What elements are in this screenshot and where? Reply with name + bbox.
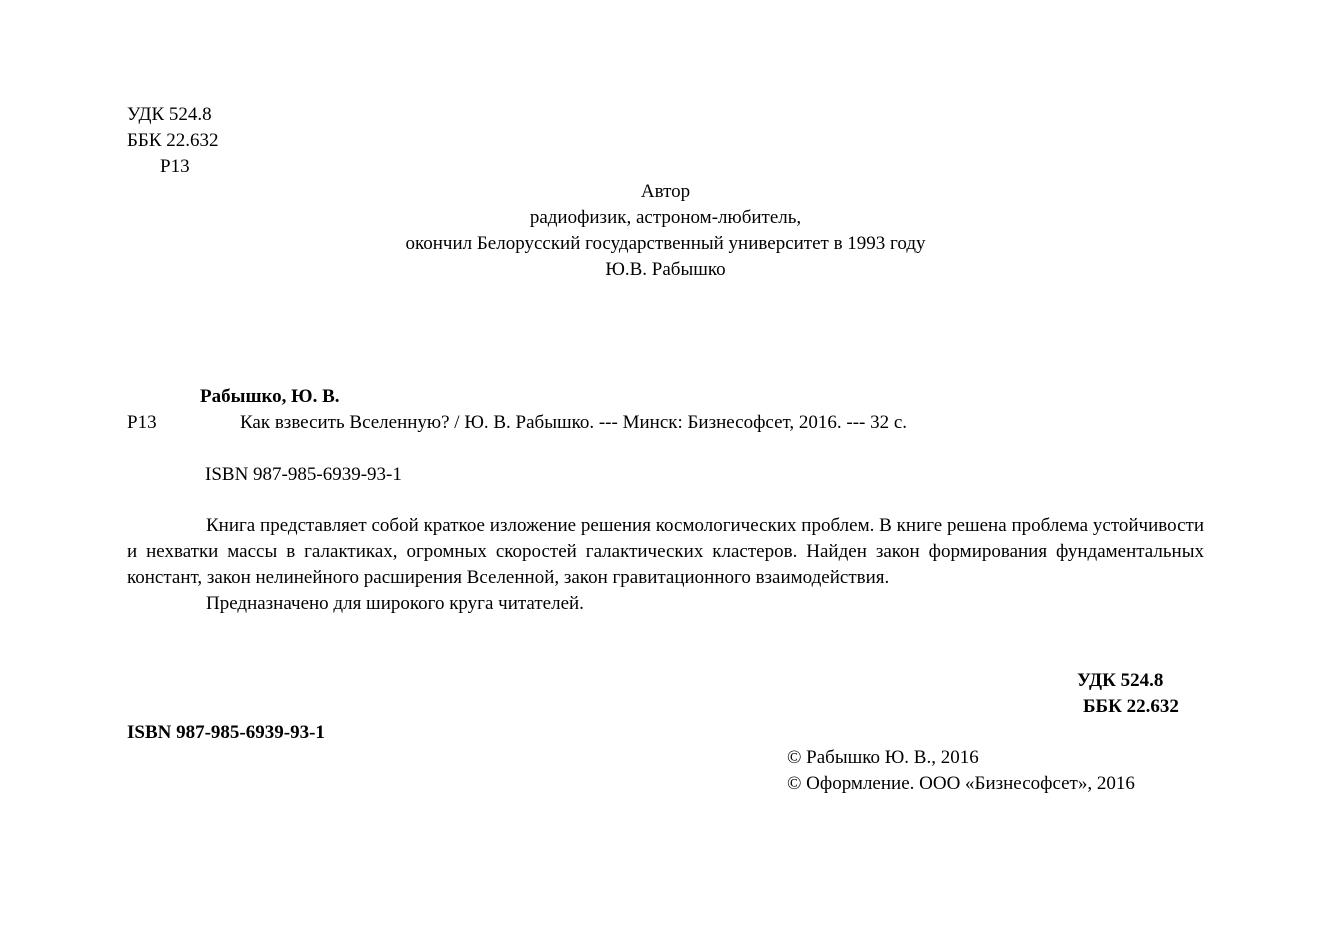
bibliography-isbn: ISBN 987-985-6939-93-1	[205, 464, 402, 485]
audience-note: Предназначено для широкого круга читателей.	[206, 593, 584, 614]
author-profession: радиофизик, астроном-любитель,	[529, 207, 802, 228]
author-mark: Р13	[160, 156, 190, 177]
footer-bbk: ББК 22.632	[1083, 696, 1179, 717]
udk-code: УДК 524.8	[127, 104, 212, 125]
bibliography-author: Рабышко, Ю. В.	[200, 386, 340, 407]
author-block	[0, 179, 1331, 283]
footer-udk: УДК 524.8	[1077, 670, 1164, 691]
footer-isbn: ISBN 987-985-6939-93-1	[127, 722, 325, 743]
abstract-paragraph: Книга представляет собой краткое изложение решения космологических проблем. В книге решена проблема устойчивости и нехватки массы в галактиках, огромных скоростей галактических кластеров. Найден закон формирования фундаментальных констант, закон нелинейного расширения Вселенной, закон гравитационного взаимодействия.	[127, 515, 1204, 588]
author-name: Ю.В. Рабышко	[605, 259, 726, 280]
author-education: окончил Белорусский государственный университет в 1993 году	[405, 233, 926, 254]
copyright-author: © Рабышко Ю. В., 2016	[787, 747, 979, 768]
copyright-design: © Оформление. ООО «Бизнесофсет», 2016	[787, 773, 1135, 794]
author-heading: Автор	[640, 181, 691, 202]
bibliography-mark: Р13	[127, 412, 157, 433]
bbk-code: ББК 22.632	[127, 130, 219, 151]
abstract	[127, 513, 1204, 617]
bibliography-entry: Как взвесить Вселенную? / Ю. В. Рабышко. --- Минск: Бизнесофсет, 2016. --- 32 с.	[240, 412, 908, 433]
